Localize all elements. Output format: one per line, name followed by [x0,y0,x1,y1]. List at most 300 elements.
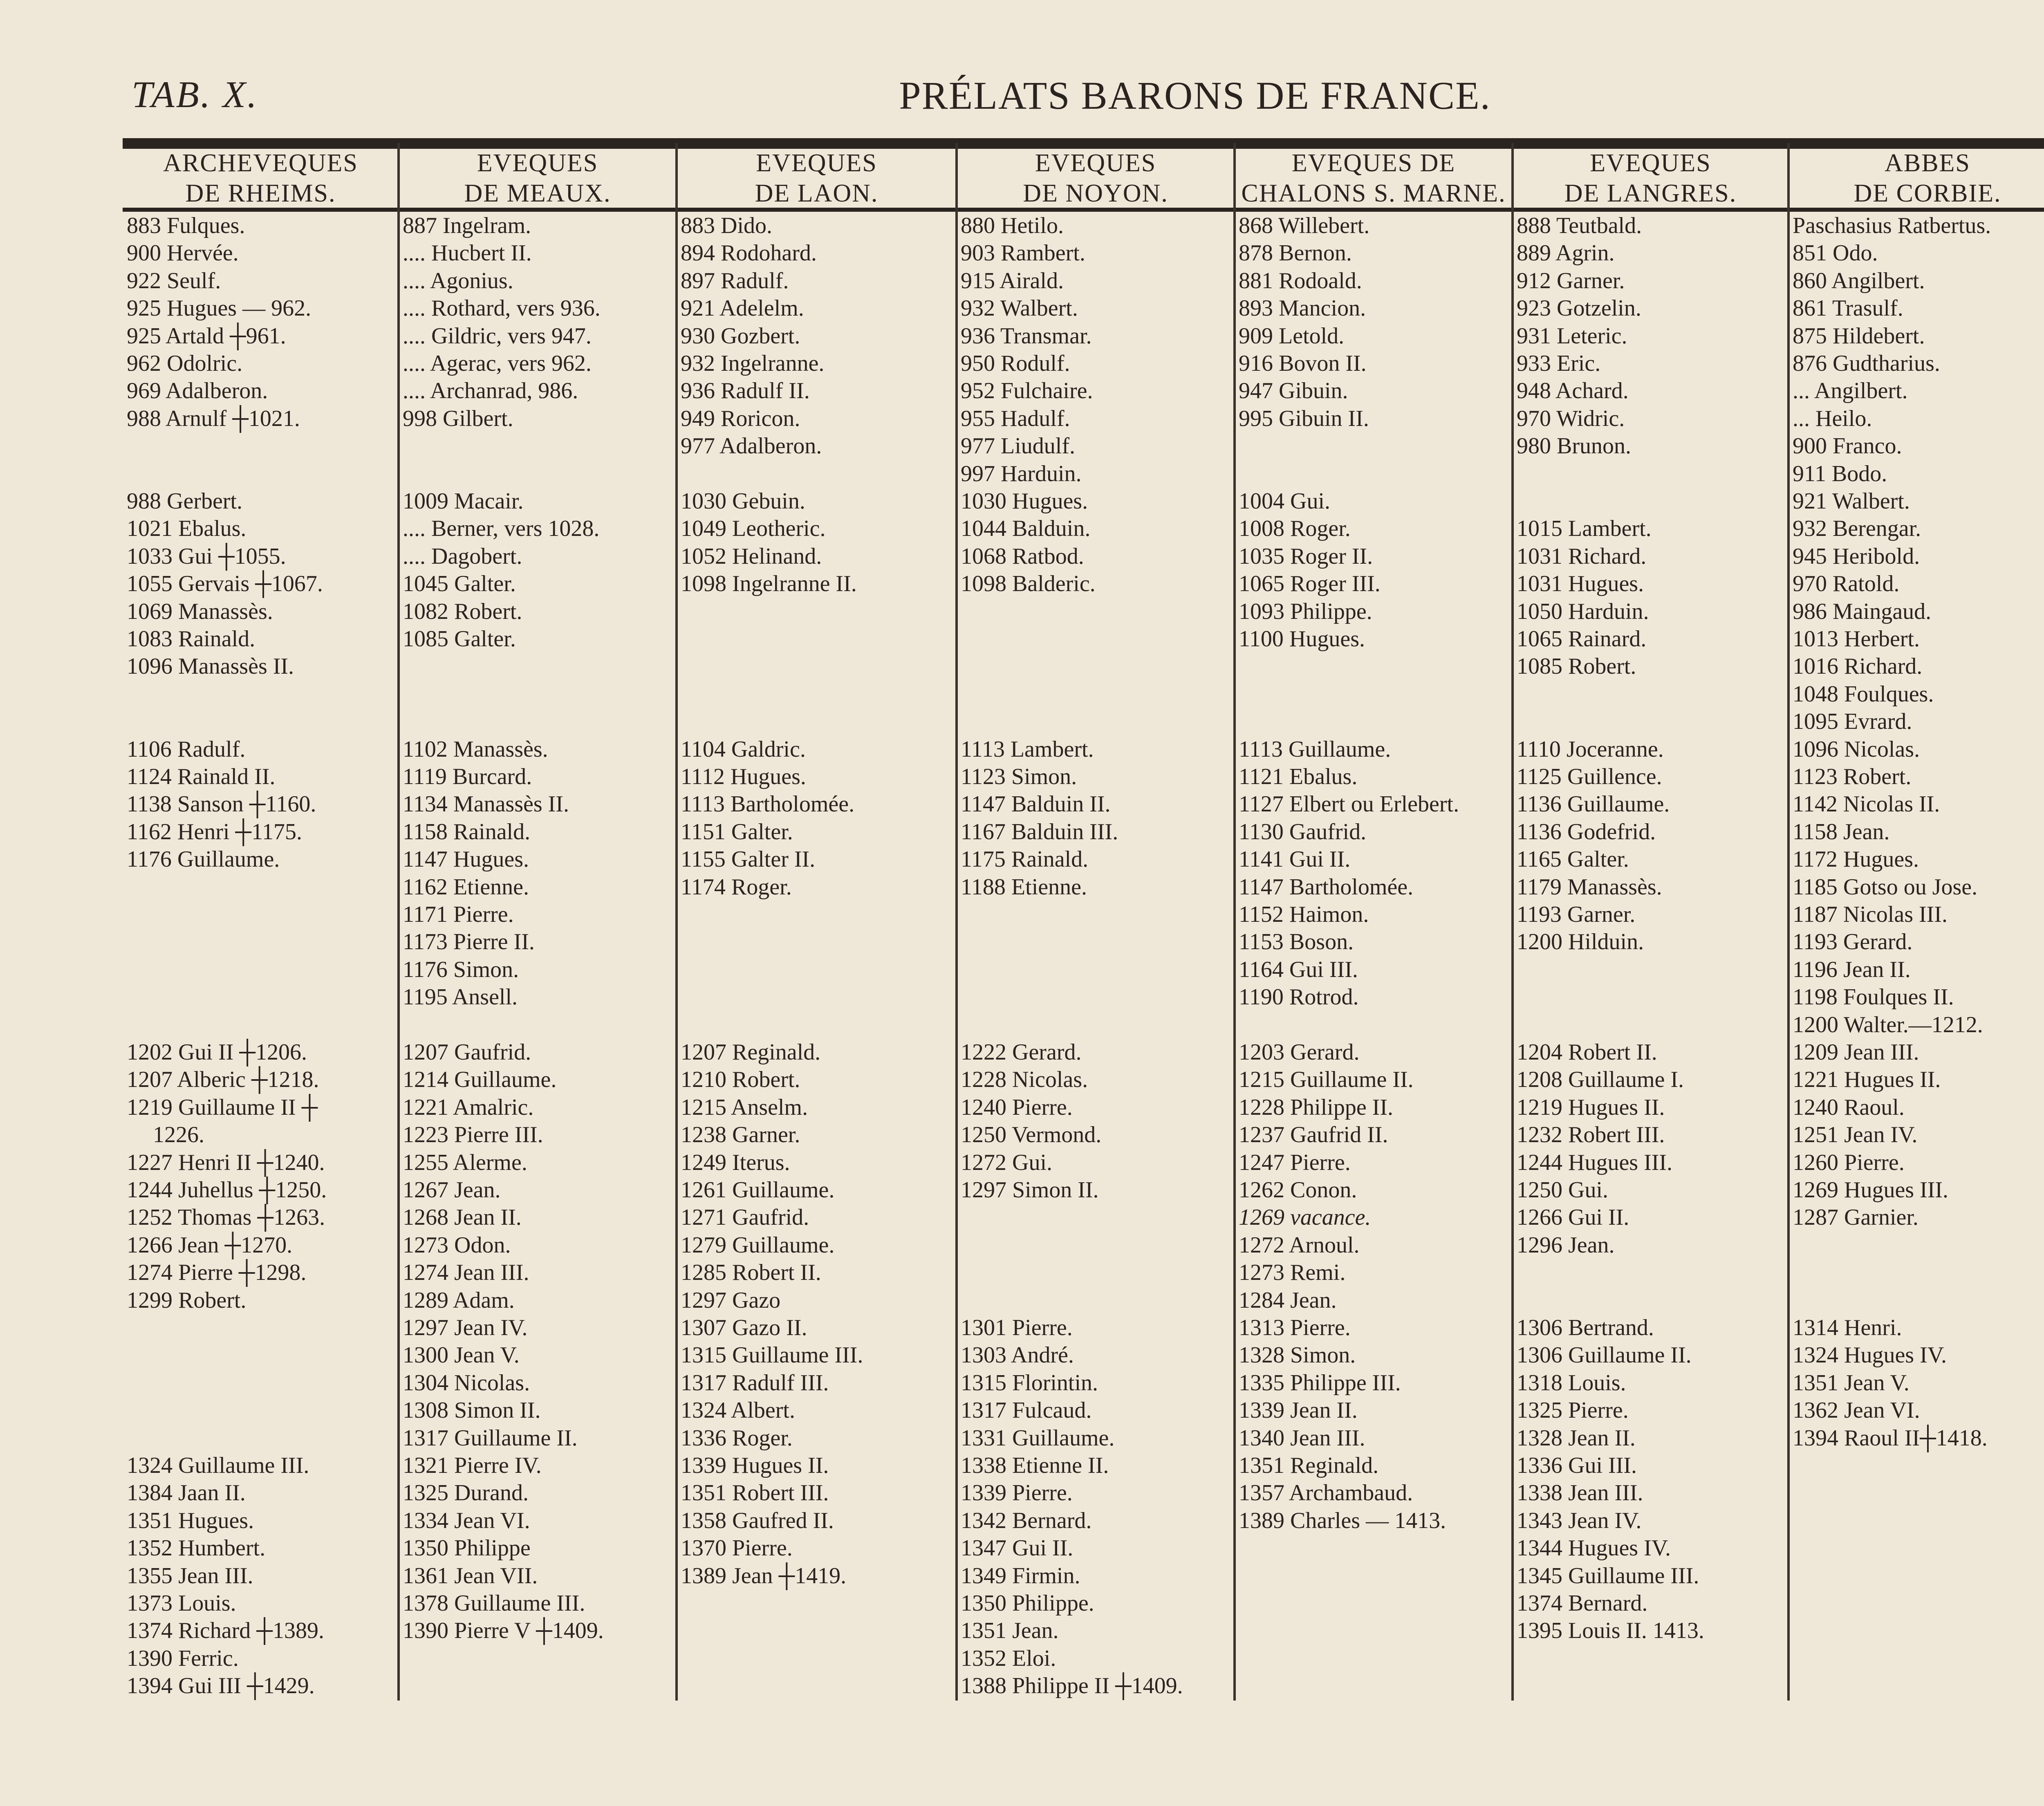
prelate-entry: 1306 Guillaume II. [1517,1342,1692,1368]
prelate-entry: 988 Gerbert. [127,488,243,514]
column-de-laon [677,213,957,1701]
prelate-entry: 1373 Louis. [127,1591,236,1616]
prelate-entry: 1121 Ebalus. [1239,764,1358,789]
prelate-entry: 851 Odo. [1793,240,1878,266]
prelate-entry: 923 Gotzelin. [1517,296,1641,321]
prelate-entry: 1198 Foulques II. [1793,984,1954,1010]
prelate-entry: 962 Odolric. [127,351,243,376]
prelate-entry: 1151 Galter. [681,819,793,845]
prelate-entry: 921 Walbert. [1793,488,1910,514]
prelate-entry: 952 Fulchaire. [961,378,1093,404]
prelate-entry: 947 Gibuin. [1239,378,1348,404]
prelate-entry: 860 Angilbert. [1793,268,1925,294]
prelate-entry: 883 Fulques. [127,213,245,238]
prelate-entry: 1152 Haimon. [1239,902,1369,927]
prelate-entry: 922 Seulf. [127,268,221,294]
prelate-entry: 1247 Pierre. [1239,1149,1351,1175]
prelate-entry: 1240 Raoul. [1793,1094,1905,1120]
prelate-entry: 948 Achard. [1517,378,1629,404]
prelate-entry: 1158 Rainald. [403,819,531,845]
prelate-entry: 1136 Guillaume. [1517,791,1670,817]
column-header-line: DE LANGRES. [1564,179,1737,207]
prelate-entry: 887 Ingelram. [403,213,531,238]
prelate-entry: 1394 Gui III ┼1429. [127,1673,315,1699]
prelate-entry: 1339 Pierre. [961,1480,1073,1506]
prelate-entry: 1299 Robert. [127,1287,247,1313]
prelate-entry: 1044 Balduin. [961,516,1091,542]
column-header-de-laon [677,148,957,205]
prelate-entry: 1388 Philippe II ┼1409. [961,1673,1183,1699]
prelate-entry: 1124 Rainald II. [127,764,276,789]
prelate-entry: Paschasius Ratbertus. [1793,213,1991,238]
prelate-entry: 1142 Nicolas II. [1793,791,1940,817]
prelate-entry: 1052 Helinand. [681,543,822,569]
prelate-entry: 1013 Herbert. [1793,626,1920,652]
prelate-entry: 1287 Garnier. [1793,1205,1918,1230]
prelate-entry: 1274 Jean III. [403,1260,529,1286]
prelate-entry: 1351 Jean. [961,1618,1059,1644]
prelate-entry: 1394 Raoul II┼1418. [1793,1425,1988,1451]
prelate-entry: 897 Radulf. [681,268,789,294]
prelate-entry: 1085 Robert. [1517,654,1636,679]
column-header-de-corbie [1788,148,2044,205]
prelate-entry: 1098 Ingelranne II. [681,571,857,597]
prelate-entry: 925 Hugues — 962. [127,296,312,321]
prelate-entry: 1050 Harduin. [1517,598,1649,624]
prelate-entry: 1268 Jean II. [403,1205,522,1230]
prelate-entry: 1285 Robert II. [681,1260,821,1286]
prelate-entry: 932 Berengar. [1793,516,1921,542]
prelate-entry: 1267 Jean. [403,1177,501,1203]
prelate-entry: 1351 Jean V. [1793,1370,1910,1396]
prelate-entry: 875 Hildebert. [1793,323,1925,349]
prelate-entry: 1237 Gaufrid II. [1239,1122,1388,1148]
prelate-entry: 1055 Gervais ┼1067. [127,571,323,597]
prelate-entry: 1269 vacance. [1239,1205,1371,1230]
prelate-entry: 1272 Arnoul. [1239,1232,1360,1258]
prelate-entry: 1204 Robert II. [1517,1040,1657,1065]
prelate-entry: 1207 Gaufrid. [403,1040,531,1065]
prelate-entry: 1008 Roger. [1239,516,1351,542]
prelate-entry: 1138 Sanson ┼1160. [127,791,316,817]
column-de-corbie [1788,213,2044,1701]
prelate-entry: 880 Hetilo. [961,213,1064,238]
prelate-entry: 1324 Hugues IV. [1793,1342,1947,1368]
prelate-entry: 1033 Gui ┼1055. [127,543,286,569]
prelate-entry: 1273 Odon. [403,1232,511,1258]
prelate-entry: 888 Teutbald. [1517,213,1642,238]
column-header-line: CHALONS S. MARNE. [1241,179,1506,207]
column-header-line: DE RHEIMS. [185,179,336,207]
prelate-entry: 1155 Galter II. [681,847,816,872]
prelate-entry: 861 Trasulf. [1793,296,1903,321]
prelate-entry: 1395 Louis II. 1413. [1517,1618,1704,1644]
prelate-entry: 1106 Radulf. [127,736,246,762]
prelate-entry: 1102 Manassès. [403,736,548,762]
prelate-entry: 1174 Roger. [681,874,792,900]
prelate-entry: 1390 Pierre V ┼1409. [403,1618,604,1644]
prelate-entry: 1035 Roger II. [1239,543,1373,569]
prelate-entry: 980 Brunon. [1517,433,1631,459]
prelate-entry: 949 Roricon. [681,406,800,431]
prelate-entry: 1123 Robert. [1793,764,1912,789]
prelate-entry: 1340 Jean III. [1239,1425,1365,1451]
prelate-entry: 1222 Gerard. [961,1040,1082,1065]
prelate-entry: 1112 Hugues. [681,764,806,789]
prelate-entry: 1147 Hugues. [403,847,529,872]
prelate-entry: 1324 Albert. [681,1398,795,1423]
prelate-entry: 1334 Jean VI. [403,1508,530,1533]
prelate-entry: 1317 Fulcaud. [961,1398,1092,1423]
prelate-entry: 1260 Pierre. [1793,1149,1905,1175]
prelate-entry: 1200 Hilduin. [1517,929,1644,955]
prelate-entry: 1324 Guillaume III. [127,1453,309,1478]
prelate-entry: 988 Arnulf ┼1021. [127,406,300,431]
prelate-entry: 931 Leteric. [1517,323,1627,349]
prelate-entry: 930 Gozbert. [681,323,800,349]
prelate-entry: 1262 Conon. [1239,1177,1357,1203]
prelate-entry: 945 Heribold. [1793,543,1920,569]
prelate-entry: 1232 Robert III. [1517,1122,1665,1148]
prelate-entry: 1344 Hugues IV. [1517,1535,1671,1561]
prelate-entry: 1147 Bartholomée. [1239,874,1414,900]
prelate-entry: 1345 Guillaume III. [1517,1563,1699,1589]
prelate-entry: 1244 Juhellus ┼1250. [127,1177,327,1203]
prelate-entry: 1209 Jean III. [1793,1040,1919,1065]
prelate-entry: 1238 Garner. [681,1122,800,1148]
prelate-entry: 1065 Roger III. [1239,571,1381,597]
prelate-entry: 1378 Guillaume III. [403,1591,585,1616]
prelate-entry: 1306 Bertrand. [1517,1315,1654,1340]
prelate-entry: 1219 Guillaume II ┼ [127,1094,318,1120]
column-header-de-meaux [399,148,677,205]
prelate-entry: 1031 Hugues. [1517,571,1644,597]
prelate-entry: 1307 Gazo II. [681,1315,807,1340]
prelate-entry: 1301 Pierre. [961,1315,1073,1340]
prelate-entry: 1190 Rotrod. [1239,984,1359,1010]
prelate-entry: 1352 Eloi. [961,1645,1056,1671]
prelate-entry: 868 Willebert. [1239,213,1370,238]
prelate-entry: 1176 Guillaume. [127,847,280,872]
prelate-entry: 1123 Simon. [961,764,1077,789]
prelate-entry: 915 Airald. [961,268,1064,294]
prelate-entry: 1361 Jean VII. [403,1563,538,1589]
prelate-entry: 1176 Simon. [403,957,519,982]
prelate-entry: 1141 Gui II. [1239,847,1351,872]
prelate-entry: 1113 Guillaume. [1239,736,1391,762]
prelate-entry: 1355 Jean III. [127,1563,253,1589]
prelate-entry: 1350 Philippe [403,1535,531,1561]
prelate-entry: 1335 Philippe III. [1239,1370,1401,1396]
prelate-entry: 1297 Gazo [681,1287,781,1313]
prelate-entry: 1266 Jean ┼1270. [127,1232,293,1258]
prelate-entry: 894 Rodohard. [681,240,817,266]
prelate-entry: 1389 Charles — 1413. [1239,1508,1446,1533]
prelate-entry: 1125 Guillence. [1517,764,1662,789]
prelate-entry: 1065 Rainard. [1517,626,1647,652]
prelate-entry: 1193 Gerard. [1793,929,1913,955]
prelate-entry: 1240 Pierre. [961,1094,1073,1120]
prelate-entry: 911 Bodo. [1793,461,1887,486]
prelate-entry: 1226. [153,1122,204,1148]
prelate-entry: 1269 Hugues III. [1793,1177,1949,1203]
prelate-entry: 912 Garner. [1517,268,1625,294]
prelate-entry: 1083 Rainald. [127,626,256,652]
prelate-entry: 936 Radulf II. [681,378,810,404]
prelate-entry: 1200 Walter.—1212. [1793,1012,1983,1037]
prelate-entry: 1031 Richard. [1517,543,1647,569]
prelate-entry: 997 Harduin. [961,461,1082,486]
prelate-entry: 1110 Joceranne. [1517,736,1664,762]
column-de-langres [1513,213,1788,1701]
prelate-entry: 1244 Hugues III. [1517,1149,1673,1175]
page-title: PRÉLATS BARONS DE FRANCE. [899,74,1491,117]
prelate-entry: 893 Mancion. [1239,296,1366,321]
prelate-entry: 1153 Boson. [1239,929,1354,955]
column-header-line: EVEQUES [756,149,877,177]
prelate-entry: ... Heilo. [1793,406,1872,431]
prelate-entry: 1352 Humbert. [127,1535,266,1561]
prelate-entry: 1321 Pierre IV. [403,1453,542,1478]
prelate-entry: 1339 Hugues II. [681,1453,829,1478]
prelate-entry: 876 Gudtharius. [1793,351,1940,376]
prelate-entry: 1357 Archambaud. [1239,1480,1413,1506]
prelate-entry: .... Hucbert II. [403,240,532,266]
prelate-entry: 1338 Jean III. [1517,1480,1643,1506]
prelate-entry: .... Dagobert. [403,543,522,569]
prelate-entry: 1147 Balduin II. [961,791,1111,817]
prelate-entry: 1173 Pierre II. [403,929,535,955]
prelate-entry: 950 Rodulf. [961,351,1070,376]
prelate-entry: 933 Eric. [1517,351,1601,376]
prelate-entry: 1215 Anselm. [681,1094,808,1120]
prelate-entry: 1228 Nicolas. [961,1067,1088,1093]
column-header-line: DE NOYON. [1023,179,1168,207]
prelate-entry: 1164 Gui III. [1239,957,1358,982]
column-header-line: EVEQUES [1590,149,1711,177]
prelate-entry: 1096 Manassès II. [127,654,294,679]
prelate-entry: 1255 Alerme. [403,1149,527,1175]
prelate-entry: 932 Walbert. [961,296,1078,321]
prelate-entry: 1172 Hugues. [1793,847,1919,872]
prelate-entry: 889 Agrin. [1517,240,1615,266]
prelate-entry: 1193 Garner. [1517,902,1636,927]
prelate-entry: 1227 Henri II ┼1240. [127,1149,325,1175]
prelate-entry: 1223 Pierre III. [403,1122,543,1148]
prelate-entry: 1349 Firmin. [961,1563,1080,1589]
prelate-entry: 1179 Manassès. [1517,874,1662,900]
column-header-line: DE LAON. [755,179,879,207]
prelate-entry: 916 Bovon II. [1239,351,1367,376]
prelate-entry: 1358 Gaufred II. [681,1508,834,1533]
prelate-entry: 1130 Gaufrid. [1239,819,1367,845]
prelate-entry: .... Agonius. [403,268,513,294]
prelate-entry: 1210 Robert. [681,1067,800,1093]
prelate-entry: 1251 Jean IV. [1793,1122,1918,1148]
prelate-entry: 1347 Gui II. [961,1535,1074,1561]
prelate-entry: 909 Letold. [1239,323,1345,349]
prelate-entry: 1362 Jean VI. [1793,1398,1920,1423]
prelate-entry: 998 Gilbert. [403,406,513,431]
prelate-entry: 903 Rambert. [961,240,1085,266]
prelate-entry: 883 Dido. [681,213,772,238]
prelate-entry: 1127 Elbert ou Erlebert. [1239,791,1459,817]
prelate-entry: ... Angilbert. [1793,378,1908,404]
prelate-entry: 977 Adalberon. [681,433,822,459]
prelate-entry: 1351 Robert III. [681,1480,829,1506]
prelate-entry: 1093 Philippe. [1239,598,1372,624]
prelate-entry: 936 Transmar. [961,323,1092,349]
prelate-entry: 1113 Bartholomée. [681,791,855,817]
prelate-entry: 1271 Gaufrid. [681,1205,809,1230]
prelate-entry: .... Archanrad, 986. [403,378,578,404]
prelate-entry: 1187 Nicolas III. [1793,902,1948,927]
prelate-entry: 1188 Etienne. [961,874,1087,900]
prelate-entry: 1048 Foulques. [1793,681,1934,707]
prelate-entry: 1016 Richard. [1793,654,1923,679]
prelate-entry: 1338 Etienne II. [961,1453,1109,1478]
prelate-entry: 955 Hadulf. [961,406,1070,431]
prelate-entry: 1296 Jean. [1517,1232,1615,1258]
prelate-entry: 1297 Jean IV. [403,1315,528,1340]
prelate-entry: 1279 Guillaume. [681,1232,835,1258]
prelate-entry: 1389 Jean ┼1419. [681,1563,847,1589]
top-rule [123,138,2044,149]
column-header-line: EVEQUES [1035,149,1156,177]
prelate-entry: 1252 Thomas ┼1263. [127,1205,325,1230]
prelate-entry: 1384 Jaan II. [127,1480,246,1506]
prelate-entry: 900 Hervée. [127,240,239,266]
prelate-entry: 1272 Gui. [961,1149,1052,1175]
column-de-rheims [123,213,399,1701]
prelate-entry: 1119 Burcard. [403,764,532,789]
prelate-entry: 1343 Jean IV. [1517,1508,1642,1533]
prelate-entry: 1045 Galter. [403,571,516,597]
column-header-line: ARCHEVEQUES [163,149,358,177]
column-header-de-rheims [123,148,399,205]
prelate-entry: 1134 Manassès II. [403,791,569,817]
prelate-entry: 1203 Gerard. [1239,1040,1360,1065]
prelate-entry: 1015 Lambert. [1517,516,1652,542]
prelate-entry: 970 Widric. [1517,406,1625,431]
prelate-entry: 1331 Guillaume. [961,1425,1115,1451]
prelate-entry: .... Berner, vers 1028. [403,516,600,542]
column-header-line: EVEQUES DE [1291,149,1456,177]
prelate-entry: 1250 Gui. [1517,1177,1608,1203]
prelate-entry: 1082 Robert. [403,598,522,624]
prelate-entry: 1098 Balderic. [961,571,1096,597]
prelate-entry: 1195 Ansell. [403,984,518,1010]
prelate-entry: 1085 Galter. [403,626,516,652]
column-de-meaux [399,213,677,1701]
prelate-entry: 1313 Pierre. [1239,1315,1351,1340]
column-header-chalons-s-marne [1235,148,1513,205]
prelate-entry: 900 Franco. [1793,433,1902,459]
prelate-entry: 1339 Jean II. [1239,1398,1358,1423]
prelate-entry: 1030 Gebuin. [681,488,805,514]
column-header-line: ABBES [1885,149,1970,177]
prelate-entry: .... Gildric, vers 947. [403,323,592,349]
table-number: TAB. X. [132,74,258,115]
prelate-entry: 1049 Leotheric. [681,516,826,542]
prelate-entry: 1158 Jean. [1793,819,1890,845]
prelate-entry: 1030 Hugues. [961,488,1088,514]
prelate-entry: 970 Ratold. [1793,571,1900,597]
prelate-entry: 1300 Jean V. [403,1342,520,1368]
prelate-entry: 1207 Reginald. [681,1040,821,1065]
prelate-entry: .... Agerac, vers 962. [403,351,592,376]
prelate-entry: 1374 Richard ┼1389. [127,1618,324,1644]
prelate-entry: 1069 Manassès. [127,598,273,624]
prelate-entry: 1207 Alberic ┼1218. [127,1067,319,1093]
prelate-entry: 1249 Iterus. [681,1149,790,1175]
prelate-entry: 1351 Reginald. [1239,1453,1379,1478]
prelate-entry: 1175 Rainald. [961,847,1089,872]
prelate-entry: 1104 Galdric. [681,736,806,762]
prelate-entry: 1266 Gui II. [1517,1205,1629,1230]
prelate-entry: 1304 Nicolas. [403,1370,530,1396]
prelate-entry: 1289 Adam. [403,1287,515,1313]
prelate-entry: 1219 Hugues II. [1517,1094,1665,1120]
prelate-entry: 1162 Henri ┼1175. [127,819,303,845]
prelate-entry: 881 Rodoald. [1239,268,1362,294]
prelate-entry: 878 Bernon. [1239,240,1352,266]
column-chalons-s-marne [1235,213,1513,1701]
prelate-entry: 1315 Florintin. [961,1370,1098,1396]
prelate-entry: 1336 Gui III. [1517,1453,1637,1478]
prelate-entry: 1325 Pierre. [1517,1398,1629,1423]
column-header-line: DE CORBIE. [1853,179,2001,207]
prelate-entry: 1284 Jean. [1239,1287,1337,1313]
prelate-entry: 1336 Roger. [681,1425,793,1451]
prelate-entry: 1113 Lambert. [961,736,1094,762]
prelate-entry: 932 Ingelranne. [681,351,825,376]
prelate-entry: 1315 Guillaume III. [681,1342,863,1368]
column-de-noyon [957,213,1235,1701]
prelate-entry: 1214 Guillaume. [403,1067,557,1093]
prelate-entry: 1374 Bernard. [1517,1591,1648,1616]
prelate-entry: 1390 Ferric. [127,1645,239,1671]
prelate-entry: 1261 Guillaume. [681,1177,835,1203]
column-header-de-langres [1513,148,1788,205]
prelate-entry: 1325 Durand. [403,1480,529,1506]
prelate-entry: 1314 Henri. [1793,1315,1902,1340]
prelate-entry: 1308 Simon II. [403,1398,541,1423]
prelate-entry: 1342 Bernard. [961,1508,1092,1533]
prelate-entry: 1297 Simon II. [961,1177,1099,1203]
prelate-entry: 1274 Pierre ┼1298. [127,1260,307,1286]
column-header-line: EVEQUES [477,149,598,177]
prelate-entry: 1162 Etienne. [403,874,529,900]
prelate-entry: 925 Artald ┼961. [127,323,286,349]
prelate-entry: .... Rothard, vers 936. [403,296,601,321]
prelate-entry: 1221 Hugues II. [1793,1067,1941,1093]
prelate-entry: 977 Liudulf. [961,433,1075,459]
column-header-de-noyon [957,148,1235,205]
prelate-entry: 1317 Guillaume II. [403,1425,578,1451]
prelate-entry: 921 Adelelm. [681,296,804,321]
prelate-entry: 1250 Vermond. [961,1122,1102,1148]
prelate-entry: 1208 Guillaume I. [1517,1067,1684,1093]
prelate-entry: 1009 Macair. [403,488,524,514]
column-header-line: DE MEAUX. [464,179,611,207]
prelate-entry: 1318 Louis. [1517,1370,1626,1396]
prelate-entry: 1328 Simon. [1239,1342,1356,1368]
prelate-entry: 1215 Guillaume II. [1239,1067,1414,1093]
prelate-entry: 1171 Pierre. [403,902,514,927]
prelate-entry: 1100 Hugues. [1239,626,1365,652]
prelate-entry: 1221 Amalric. [403,1094,534,1120]
